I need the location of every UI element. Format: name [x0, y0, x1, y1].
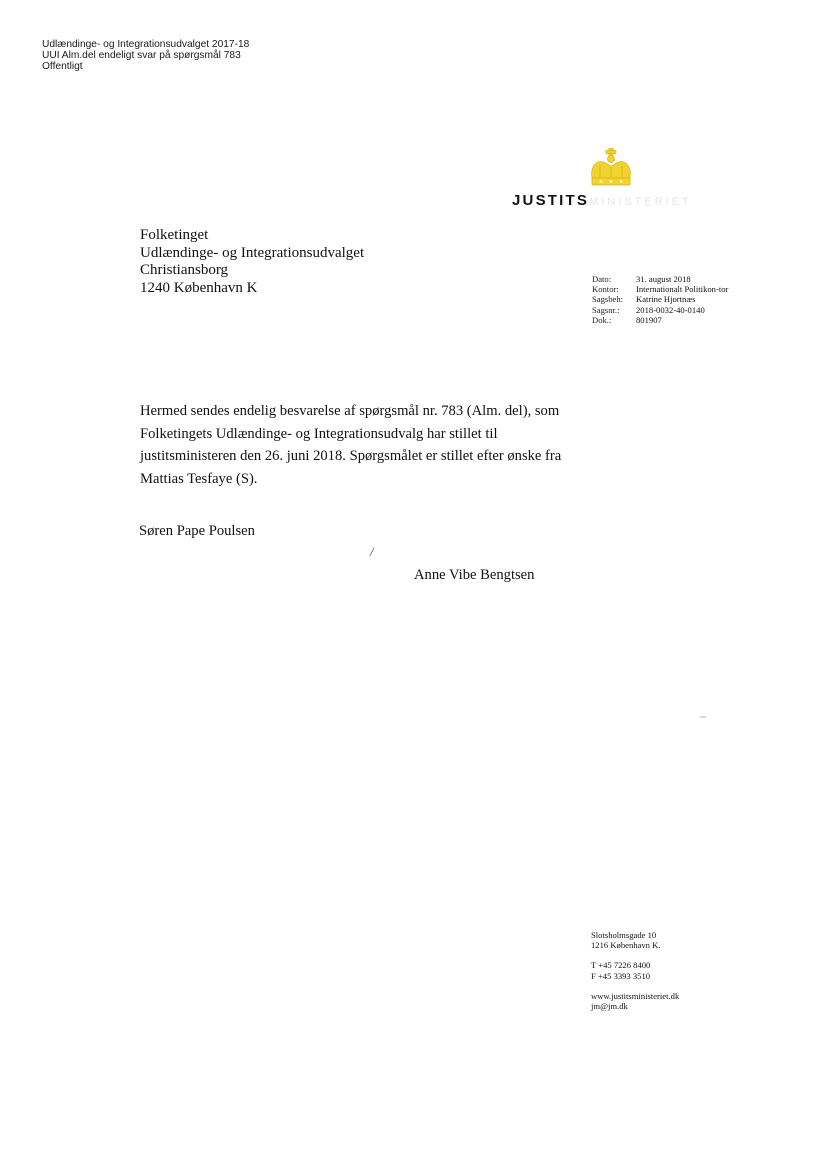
- meta-value: Katrine Hjortnæs: [636, 294, 696, 305]
- document-stamp: [42, 39, 249, 73]
- stamp-committee: Udlændinge- og Integrationsudvalget 2017-18: [42, 39, 250, 50]
- logo-wordmark-bold: JUSTITS: [512, 192, 590, 209]
- footer-postcode: 1216 København K.: [591, 940, 661, 951]
- meta-value: 2018-0032-40-0140: [636, 304, 705, 315]
- meta-row-office: [592, 284, 732, 294]
- meta-row-date: [592, 274, 732, 284]
- footer-website: www.justitsministeriet.dk: [591, 990, 680, 1001]
- meta-label: Sagsbeh:: [592, 294, 624, 305]
- official-signature: Anne Vibe Bengtsen: [414, 567, 535, 583]
- footer-fax: F +45 3393 3510: [591, 970, 651, 981]
- ministry-contact: [591, 930, 679, 1011]
- case-metadata: [592, 274, 732, 325]
- recipient-line: Christiansborg: [140, 262, 229, 278]
- stamp-status: Offentligt: [42, 61, 83, 73]
- meta-value: 31. august 2018: [636, 274, 691, 284]
- footer-phone: T +45 7226 8400: [591, 960, 651, 971]
- minister-signature: Søren Pape Poulsen: [139, 523, 255, 539]
- recipient-address: [140, 227, 364, 297]
- meta-label: Dato:: [592, 274, 612, 284]
- letter-body: Hermed sendes endelig besvarelse af spørgsmål nr. 783 (Alm. del), som Folketingets Udlændinge- og Integrationsudvalg har stillet til justitsministeren den 26. juni 2018. Spørgsmålet er stillet efter ønske fra Mattias Tesfaye (S).: [140, 403, 562, 487]
- meta-value: 801907: [636, 314, 662, 325]
- ministry-logo: [512, 192, 692, 210]
- meta-label: Dok.:: [592, 314, 612, 325]
- signature-separator: /: [370, 544, 374, 559]
- crown-icon: [586, 148, 636, 190]
- stamp-reference: UUI Alm.del endeligt svar på spørgsmål 783: [42, 50, 241, 62]
- meta-value: Internationalt Politikon-tor: [636, 284, 729, 295]
- recipient-line: 1240 København K: [140, 279, 258, 296]
- recipient-line: Folketinget: [140, 227, 209, 243]
- meta-row-handler: [592, 294, 732, 304]
- meta-label: Kontor:: [592, 284, 619, 295]
- footer-email: jm@jm.dk: [591, 1001, 628, 1012]
- meta-row-case-number: [592, 305, 732, 315]
- scan-artifact: [700, 716, 706, 718]
- recipient-line: Udlændinge- og Integrationsudvalget: [140, 244, 365, 261]
- meta-label: Sagsnr.:: [592, 304, 620, 315]
- logo-wordmark-rest: MINISTERIET: [589, 196, 692, 208]
- footer-address: Slotsholmsgade 10: [591, 930, 657, 940]
- meta-row-document: [592, 315, 732, 325]
